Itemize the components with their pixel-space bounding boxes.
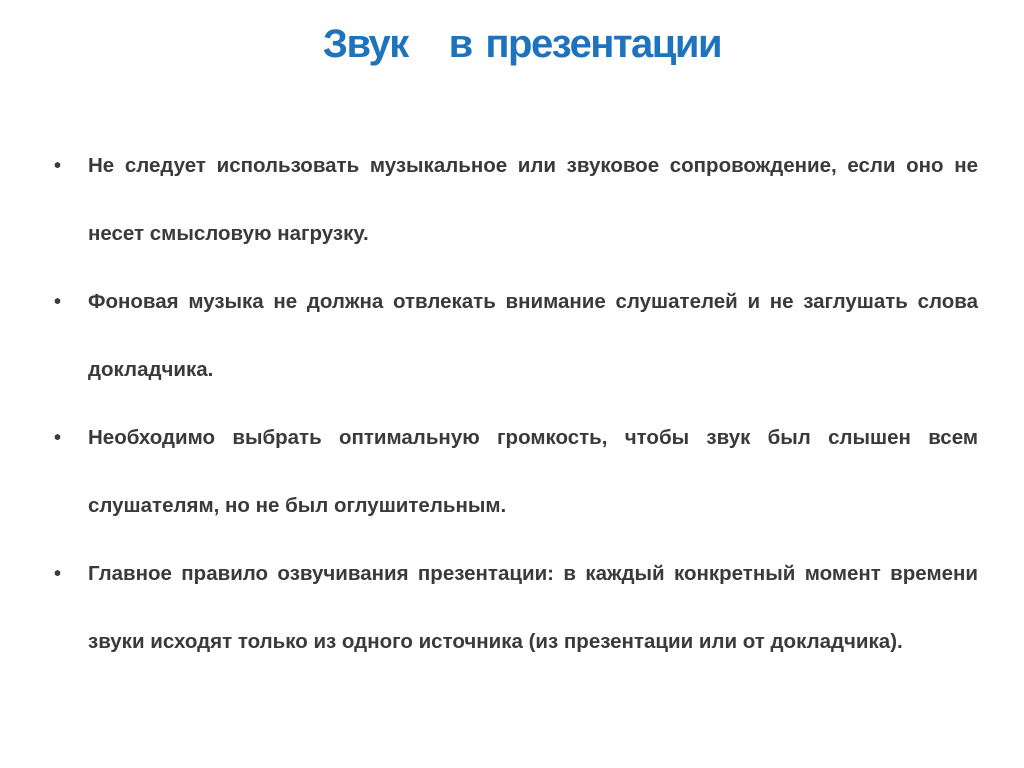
- bullet-text: Фоновая музыка не должна отвлекать внимание слушателей и не заглушать слова докладчика.: [88, 290, 978, 381]
- bullet-text: Не следует использовать музыкальное или звуковое сопровождение, если оно не несет смысловую нагрузку.: [88, 154, 978, 245]
- bullet-item: [50, 268, 978, 404]
- bullet-dot-icon: •: [54, 427, 62, 449]
- bullet-dot-icon: •: [54, 291, 62, 313]
- bullet-list: [50, 132, 978, 676]
- bullet-dot-icon: •: [54, 155, 62, 177]
- bullet-text: Главное правило озвучивания презентации: в каждый конкретный момент времени звуки исходят только из одного источника (из презентации или от докладчика).: [88, 562, 978, 653]
- bullet-item: [50, 540, 978, 676]
- bullet-dot-icon: •: [54, 563, 62, 585]
- bullet-item: [50, 132, 978, 268]
- bullet-item: [50, 404, 978, 540]
- slide-title: Звук в презентации: [322, 22, 722, 66]
- bullet-text: Необходимо выбрать оптимальную громкость, чтобы звук был слышен всем слушателям, но не был оглушительным.: [88, 426, 978, 517]
